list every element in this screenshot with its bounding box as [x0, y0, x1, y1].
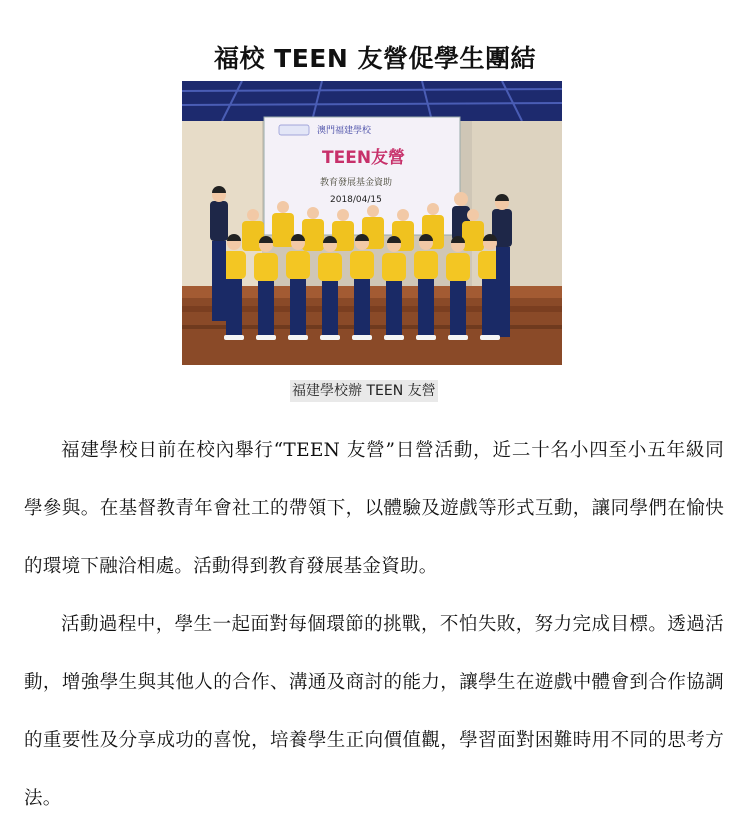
screen-school-text: 澳門福建學校: [317, 126, 372, 136]
article-paragraph-1: 福建學校日前在校內舉行“TEEN 友營”日營活動，近二十名小四至小五年級同學參與。在基督教青年會社工的帶領下，以體驗及遊戲等形式互動，讓同學們在愉快的環境下融洽相處。活動得到教育發展基金資助。: [24, 440, 724, 577]
photo-caption: 福建學校辦 TEEN 友營: [290, 380, 438, 402]
article-paragraph-2: 活動過程中，學生一起面對每個環節的挑戰，不怕失敗，努力完成目標。透過活動，增強學生與其他人的合作、溝通及商討的能力，讓學生在遊戲中體會到合作協調的重要性及分享成功的喜悅，培養學生正向價值觀，學習面對困難時用不同的思考方法。: [24, 614, 724, 809]
screen-date-text: 2018/04/15: [330, 195, 382, 205]
screen-sub-text: 教育發展基金資助: [320, 178, 393, 188]
screen-title-text: TEEN友營: [322, 148, 406, 168]
article-title: 福校 TEEN 友營促學生團結: [213, 43, 537, 73]
article-body: [24, 422, 724, 828]
article-photo: [182, 81, 562, 365]
